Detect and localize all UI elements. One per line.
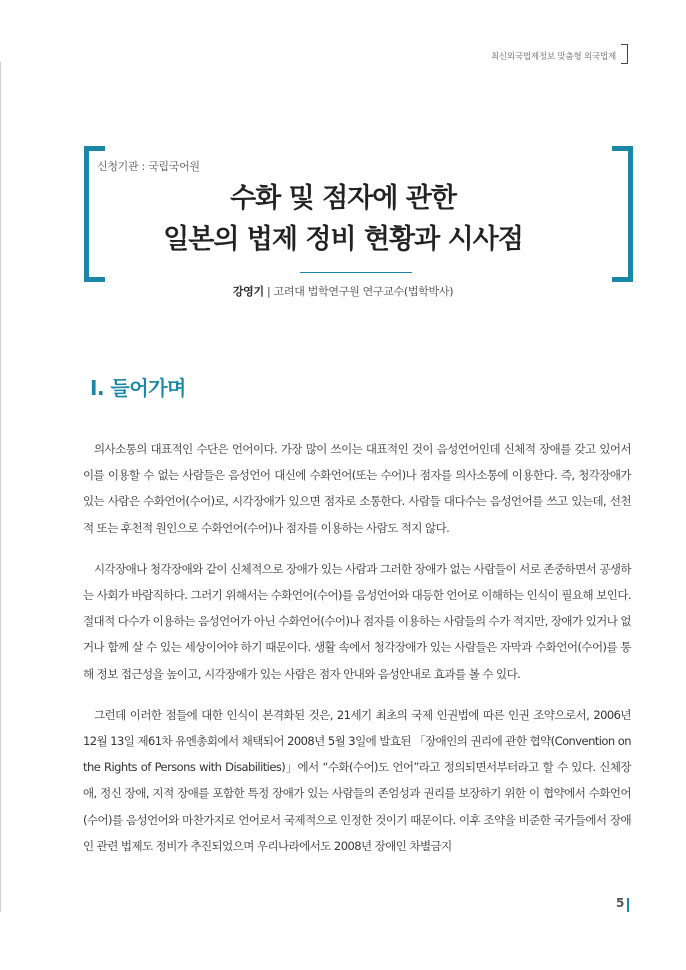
header-bracket-decoration xyxy=(621,44,628,64)
running-header: 최신외국법제정보 맞춤형 외국법제 xyxy=(490,52,616,62)
body-paragraph: 그런데 이러한 점들에 대한 인식이 본격화된 것은, 21세기 최초의 국제 인권법에 따른 인권 조약으로서, 2006년 12월 13일 제61차 유엔총회에서 채택되어 2008년 5월 3일에 발효된 「장애인의 권리에 관한 협약(Convention on the Rights of Persons with Disabilities)」에서 “수화(수어)도 언어”라고 정의되면서부터라고 할 수 있다. 신체장애, 정신 장애, 지적 장애를 포함한 특정 장애가 있는 사람들의 존엄성과 권리를 보장하기 위한 이 협약에서 수화언어(수어)를 음성언어와 마찬가지로 언어로서 국제적으로 인정한 것이기 때문이다. 이후 조약을 비준한 국가들에서 장애인 관련 법제도 정비가 추진되었으며 우리나라에서도 2008년 장애인 차별금지 xyxy=(83,707,631,853)
author-line xyxy=(0,283,686,299)
body-paragraph: 의사소통의 대표적인 수단은 언어이다. 가장 많이 쓰이는 대표적인 것이 음성언어인데 신체적 장애를 갖고 있어서 이를 이용할 수 없는 사람들은 음성언어 대신에 수화언어(또는 수어)나 점자를 의사소통에 이용한다. 즉, 청각장애가 있는 사람은 수화언어(수어)로, 시각장애가 있으면 점자로 소통한다. 사람들 대다수는 음성언어를 쓰고 있는데, 선천적 또는 후천적 원인으로 수화언어(수어)나 점자를 이용하는 사람도 적지 않다. xyxy=(83,442,631,535)
body-paragraph: 시각장애나 청각장애와 같이 신체적으로 장애가 있는 사람과 그러한 장애가 없는 사람들이 서로 존중하면서 공생하는 사회가 바람직하다. 그러기 위해서는 수화언어(수어)를 음성언어와 대등한 언어로 이해하는 인식이 필요해 보인다. 절대적 다수가 이용하는 음성언어가 아닌 수화언어(수어)나 점자를 이용하는 사람들의 수가 적지만, 장애가 있거나 없거나 함께 살 수 있는 세상이어야 하기 때문이다. 생활 속에서 청각장애가 있는 사람들은 자막과 수화언어(수어)를 통해 정보 접근성을 높이고, 시각장애가 있는 사람은 점자 안내와 음성안내로 효과를 볼 수 있다. xyxy=(83,561,631,681)
page-number: 5 xyxy=(616,896,625,910)
article-body xyxy=(83,436,631,874)
article-title-line-2: 일본의 법제 정비 현황과 시사점 xyxy=(163,224,523,255)
title-divider xyxy=(300,272,412,273)
author-name: 강영기 xyxy=(232,285,264,298)
applicant-label: 신청기관 : 국립국어원 xyxy=(97,160,200,173)
page-number-bar xyxy=(627,898,629,912)
article-title-line-1: 수화 및 점자에 관한 xyxy=(230,183,456,214)
author-affiliation: | 고려대 법학연구원 연구교수(법학박사) xyxy=(263,285,454,298)
section-heading: Ⅰ. 들어가며 xyxy=(90,376,186,400)
